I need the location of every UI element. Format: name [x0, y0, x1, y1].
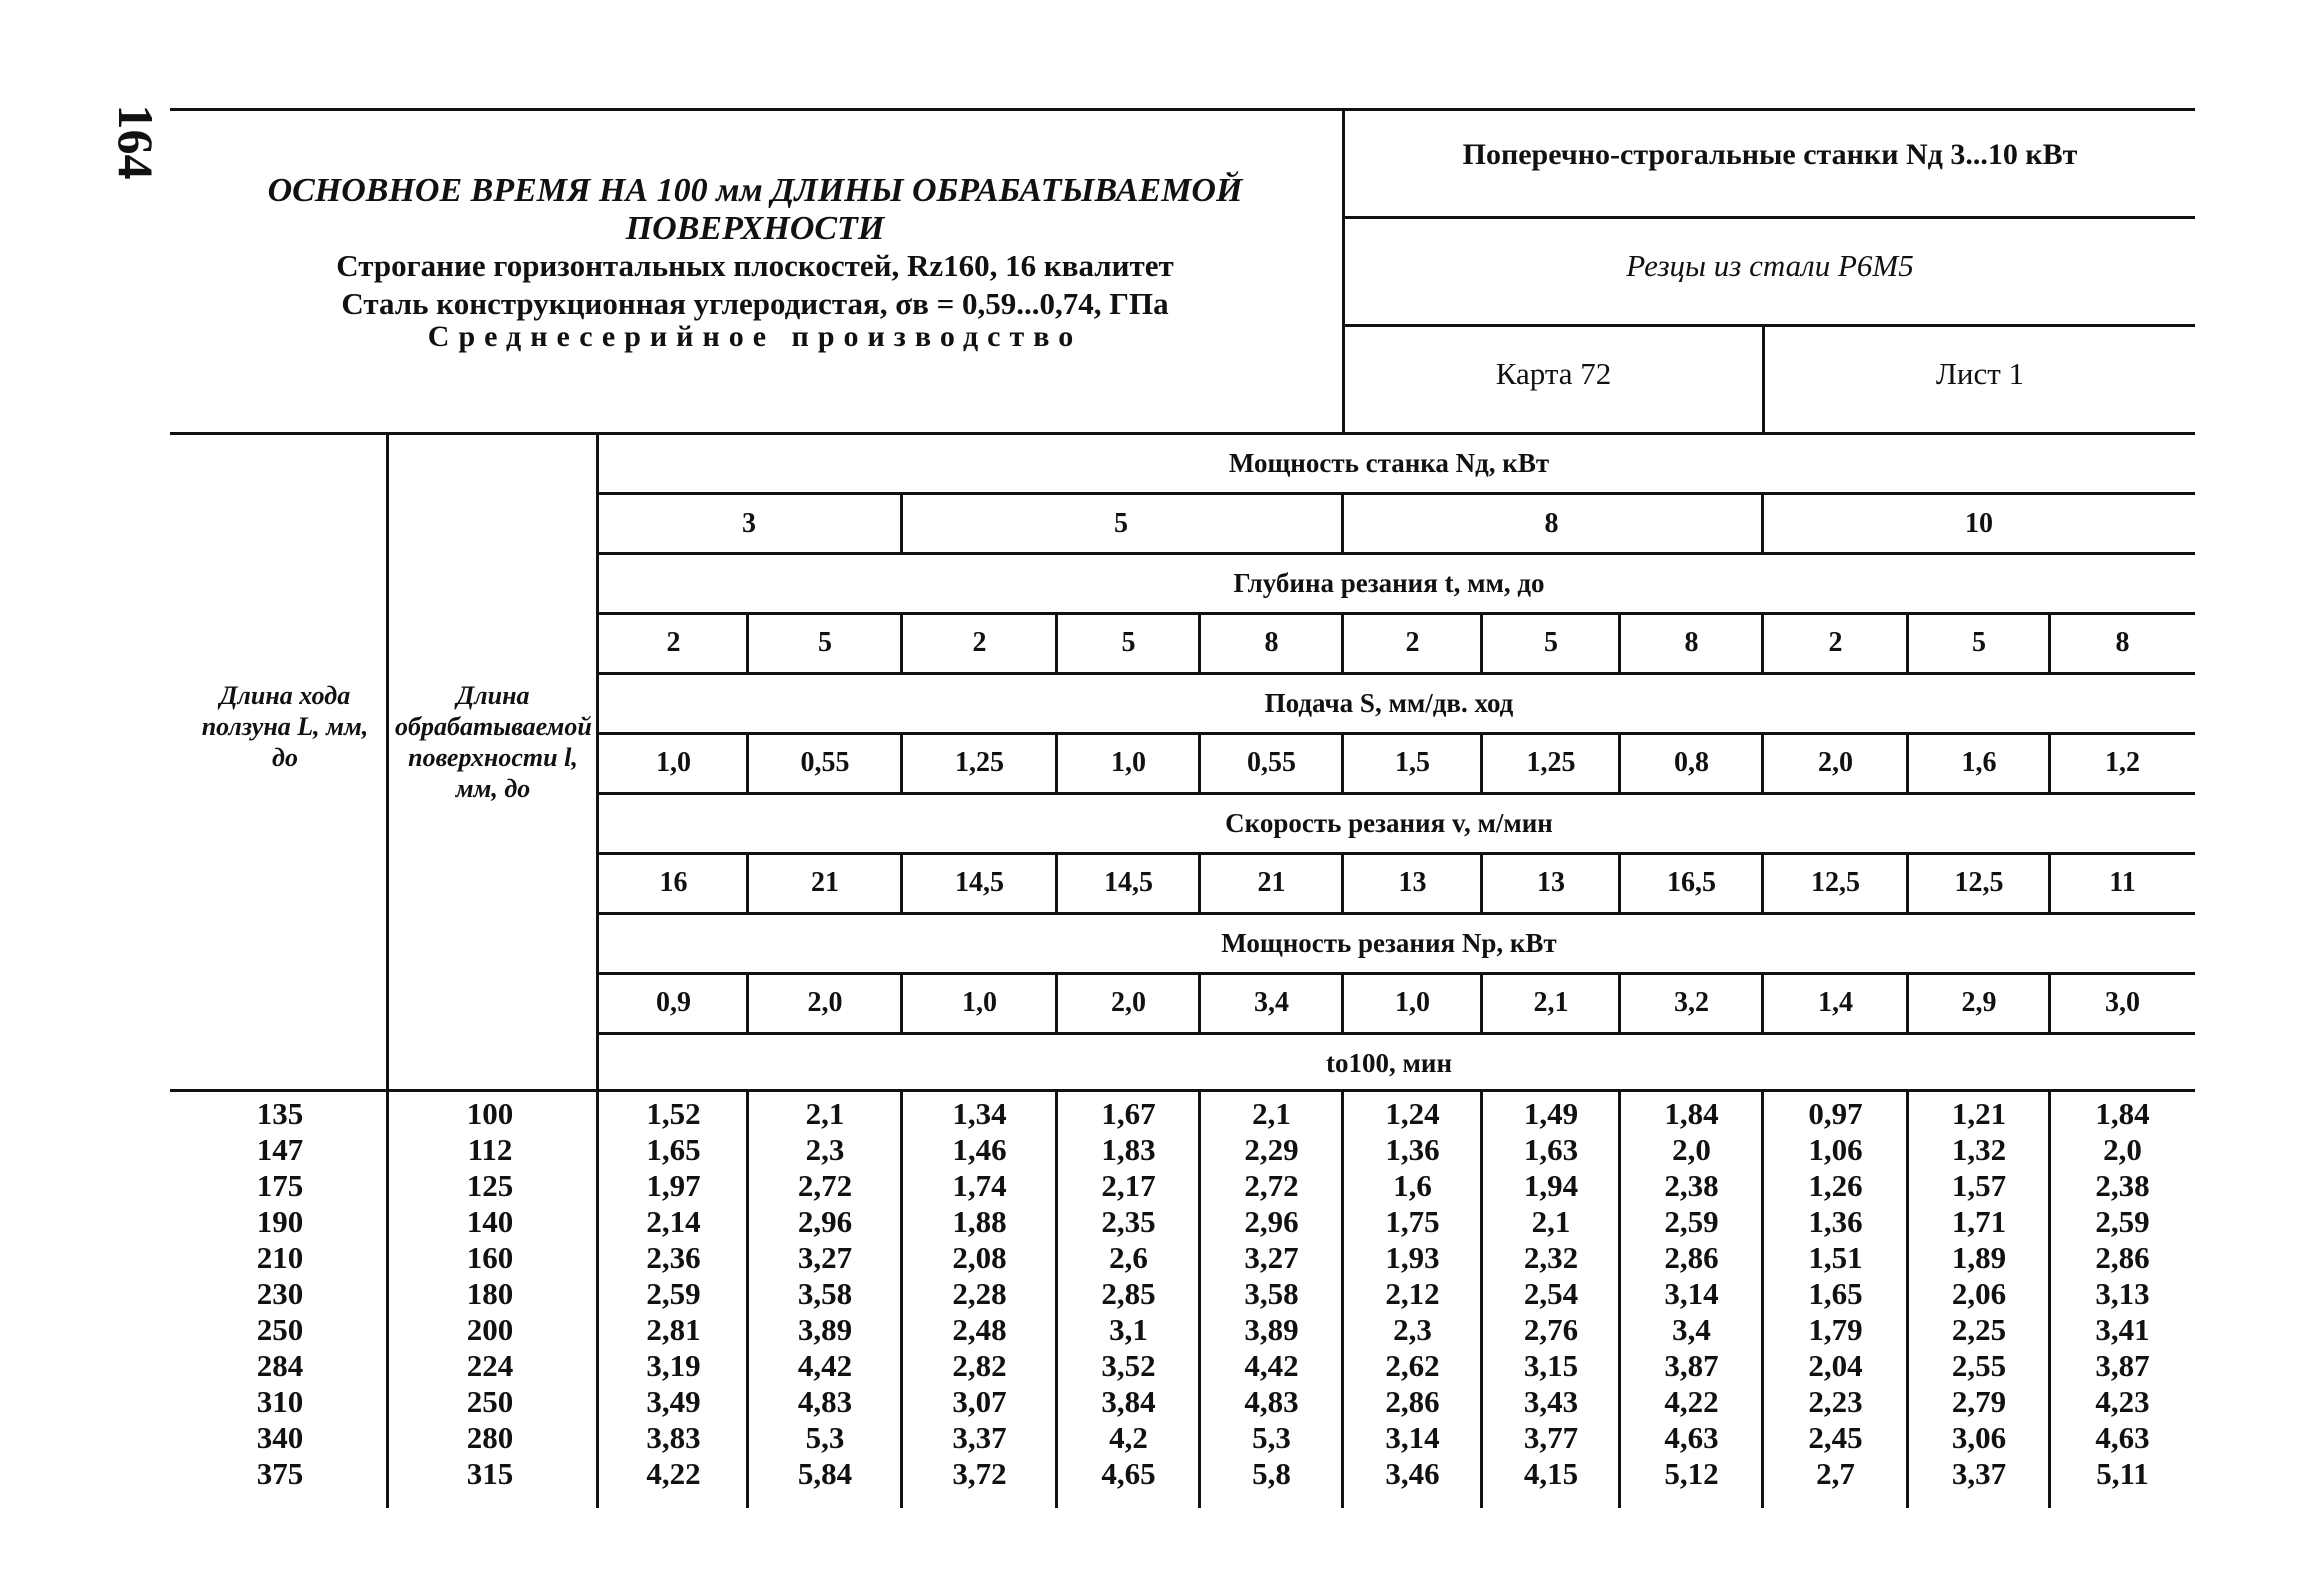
time-value: 3,46 [1385, 1456, 1440, 1491]
time-value: 2,1 [1531, 1204, 1571, 1239]
row-l-value: 160 [466, 1240, 514, 1275]
time-value: 2,59 [646, 1276, 701, 1311]
power-value: 5 [1114, 508, 1128, 539]
time-value: 2,96 [797, 1204, 853, 1239]
time-value: 1,74 [952, 1168, 1007, 1203]
time-value: 1,97 [646, 1168, 701, 1203]
time-value: 2,59 [1664, 1204, 1719, 1239]
feed-value: 0,55 [1247, 747, 1296, 778]
time-value: 1,49 [1523, 1096, 1579, 1131]
band-rule [598, 672, 2195, 675]
row-l-value: 280 [466, 1420, 514, 1455]
time-value: 3,06 [1951, 1420, 2007, 1455]
depth-value: 5 [1972, 627, 1986, 658]
time-value: 1,75 [1385, 1204, 1440, 1239]
time-value: 2,62 [1385, 1348, 1440, 1383]
band-rule [598, 792, 2195, 795]
time-value: 1,57 [1951, 1168, 2007, 1203]
power-value: 8 [1544, 508, 1559, 539]
time-value: 2,23 [1808, 1384, 1863, 1419]
time-value: 2,76 [1523, 1312, 1579, 1347]
row-l-value: 200 [466, 1312, 514, 1347]
time-value: 4,23 [2095, 1384, 2150, 1419]
row-l-value: 224 [466, 1348, 514, 1383]
time-value: 4,65 [1101, 1456, 1156, 1491]
title-line-2: ПОВЕРХНОСТИ [625, 210, 885, 247]
time-value: 3,87 [1664, 1348, 1719, 1383]
power-value: 10 [1965, 508, 1993, 539]
time-value: 4,22 [1664, 1384, 1719, 1419]
time-value: 1,93 [1385, 1240, 1440, 1275]
feed-label: Подача S, мм/дв. ход [1264, 688, 1514, 718]
time-value: 2,54 [1523, 1276, 1579, 1311]
speed-value: 13 [1537, 867, 1565, 898]
time-value: 5,84 [797, 1456, 853, 1491]
cutpower-value: 0,9 [656, 987, 691, 1018]
time-value: 2,1 [805, 1096, 845, 1131]
cutpower-value: 1,4 [1818, 987, 1853, 1018]
feed-value: 2,0 [1818, 747, 1853, 778]
speed-value: 14,5 [955, 867, 1004, 898]
row-L-value: 375 [256, 1456, 304, 1491]
speed-value: 12,5 [1954, 867, 2004, 898]
time-value: 3,72 [952, 1456, 1007, 1491]
time-value: 1,67 [1101, 1096, 1156, 1131]
time-value: 2,86 [1385, 1384, 1440, 1419]
feed-value: 0,8 [1674, 747, 1709, 778]
speed-value: 13 [1398, 867, 1427, 898]
time-value: 4,63 [1664, 1420, 1719, 1455]
time-value: 2,3 [1393, 1312, 1432, 1347]
time-value: 4,42 [1244, 1348, 1299, 1383]
cutpower-value: 1,0 [1395, 987, 1430, 1018]
title-line-5: Среднесерийное производство [427, 320, 1083, 353]
time-value: 1,34 [952, 1096, 1007, 1131]
time-value: 1,21 [1951, 1096, 2007, 1131]
time-value: 5,3 [805, 1420, 845, 1455]
time-value: 2,86 [1664, 1240, 1719, 1275]
feed-value: 1,6 [1961, 747, 1997, 778]
time-value: 2,35 [1101, 1204, 1156, 1239]
time-value: 1,6 [1393, 1168, 1432, 1203]
col-divider-1 [386, 432, 389, 1508]
time-value: 1,06 [1808, 1132, 1863, 1167]
band-rule [598, 492, 2195, 495]
row-l-value: 250 [466, 1384, 514, 1419]
sheet-number: Лист 1 [1935, 356, 2025, 391]
time-value: 1,83 [1101, 1132, 1156, 1167]
row-L-value: 147 [256, 1132, 304, 1167]
band-rule [598, 972, 2195, 975]
time-value: 1,52 [646, 1096, 701, 1131]
col-L-header: Длина хода ползуна L, мм, до [201, 681, 369, 772]
feed-value: 0,55 [800, 747, 850, 778]
page-number: 164 [108, 104, 164, 180]
time-value: 2,29 [1244, 1132, 1299, 1167]
time-value: 0,97 [1808, 1096, 1863, 1131]
speed-value: 21 [1257, 867, 1286, 898]
depth-value: 8 [1264, 627, 1279, 658]
band-rule [598, 852, 2195, 855]
band-rule [598, 612, 2195, 615]
time-value: 3,89 [797, 1312, 853, 1347]
depth-value: 8 [1684, 627, 1699, 658]
time-value: 2,6 [1109, 1240, 1148, 1275]
time-value: 3,27 [797, 1240, 853, 1275]
row-L-value: 340 [256, 1420, 304, 1455]
time-value: 3,58 [797, 1276, 853, 1311]
time-value: 1,46 [952, 1132, 1007, 1167]
time-value: 2,72 [797, 1168, 853, 1203]
row-L-value: 175 [256, 1168, 304, 1203]
time-value: 2,96 [1244, 1204, 1299, 1239]
cutpower-value: 2,0 [807, 987, 843, 1018]
time-value: 1,65 [1808, 1276, 1863, 1311]
time-value: 2,14 [646, 1204, 701, 1239]
row-L-value: 284 [256, 1348, 304, 1383]
time-value: 1,26 [1808, 1168, 1863, 1203]
time-value: 4,15 [1523, 1456, 1579, 1491]
time-value: 1,79 [1808, 1312, 1863, 1347]
speed-value: 21 [811, 867, 839, 898]
time-value: 1,84 [2095, 1096, 2150, 1131]
power-label: Мощность станка Nд, кВт [1228, 448, 1550, 478]
time-value: 2,28 [952, 1276, 1007, 1311]
time-value: 3,37 [952, 1420, 1007, 1455]
speed-label: Скорость резания v, м/мин [1225, 808, 1553, 838]
time-value: 4,63 [2095, 1420, 2150, 1455]
time-value: 2,38 [2095, 1168, 2150, 1203]
row-L-value: 210 [256, 1240, 304, 1275]
time-value: 2,85 [1101, 1276, 1156, 1311]
time-label: tо100, мин [1326, 1048, 1452, 1078]
depth-value: 5 [1544, 627, 1558, 658]
time-value: 2,7 [1816, 1456, 1855, 1491]
time-value: 3,58 [1244, 1276, 1299, 1311]
depth-value: 2 [1828, 627, 1843, 658]
time-value: 4,2 [1109, 1420, 1148, 1455]
time-value: 4,42 [797, 1348, 853, 1383]
time-value: 1,88 [952, 1204, 1007, 1239]
band-rule [598, 912, 2195, 915]
depth-label: Глубина резания t, мм, до [1233, 568, 1545, 598]
time-value: 2,38 [1664, 1168, 1719, 1203]
feed-value: 1,25 [955, 747, 1004, 778]
time-value: 3,14 [1385, 1420, 1440, 1455]
time-value: 2,79 [1951, 1384, 2007, 1419]
time-value: 1,89 [1951, 1240, 2007, 1275]
time-value: 3,07 [952, 1384, 1007, 1419]
cutpower-value: 3,4 [1254, 987, 1289, 1018]
time-value: 2,55 [1951, 1348, 2007, 1383]
cutpower-value: 2,9 [1961, 987, 1997, 1018]
depth-value: 2 [1405, 627, 1420, 658]
time-value: 3,52 [1101, 1348, 1156, 1383]
cutpower-value: 2,1 [1533, 987, 1569, 1018]
time-value: 2,08 [952, 1240, 1007, 1275]
feed-value: 1,0 [656, 747, 691, 778]
header-top-rule [170, 108, 2195, 111]
time-value: 3,83 [646, 1420, 701, 1455]
time-value: 3,1 [1109, 1312, 1148, 1347]
band-rule [598, 1032, 2195, 1035]
depth-value: 5 [1121, 627, 1136, 658]
band-rule [598, 732, 2195, 735]
row-l-value: 125 [466, 1168, 514, 1203]
time-value: 2,36 [646, 1240, 701, 1275]
time-value: 3,19 [646, 1348, 701, 1383]
time-value: 2,32 [1523, 1240, 1579, 1275]
time-value: 1,71 [1951, 1204, 2007, 1239]
row-L-value: 190 [256, 1204, 304, 1239]
time-value: 3,27 [1244, 1240, 1299, 1275]
row-l-value: 180 [466, 1276, 514, 1311]
cutpower-label: Мощность резания Nр, кВт [1221, 928, 1557, 958]
speed-value: 11 [2109, 867, 2136, 898]
time-value: 1,65 [646, 1132, 701, 1167]
time-value: 1,24 [1385, 1096, 1440, 1131]
time-value: 2,72 [1244, 1168, 1299, 1203]
time-value: 1,36 [1385, 1132, 1440, 1167]
row-l-value: 112 [467, 1132, 513, 1167]
machine-type: Поперечно-строгальные станки Nд 3...10 кВт [1462, 138, 2078, 171]
row-L-value: 230 [256, 1276, 304, 1311]
time-value: 3,14 [1664, 1276, 1719, 1311]
time-value: 1,51 [1808, 1240, 1863, 1275]
row-l-value: 315 [466, 1456, 514, 1491]
card-number: Карта 72 [1495, 356, 1612, 391]
row-l-value: 100 [466, 1096, 514, 1131]
time-value: 3,13 [2095, 1276, 2150, 1311]
power-value: 3 [742, 508, 756, 539]
title-line-1: ОСНОВНОЕ ВРЕМЯ НА 100 мм ДЛИНЫ ОБРАБАТЫВАЕМОЙ [267, 172, 1243, 209]
time-value: 2,0 [1672, 1132, 1711, 1167]
band-rule [598, 552, 2195, 555]
time-value: 3,84 [1101, 1384, 1156, 1419]
speed-value: 14,5 [1104, 867, 1153, 898]
cutpower-value: 3,2 [1674, 987, 1709, 1018]
time-value: 4,22 [646, 1456, 701, 1491]
time-value: 1,84 [1664, 1096, 1719, 1131]
time-value: 2,25 [1951, 1312, 2007, 1347]
time-value: 2,0 [2103, 1132, 2142, 1167]
table-top-rule [170, 432, 2195, 435]
time-value: 3,37 [1951, 1456, 2007, 1491]
row-L-value: 135 [256, 1096, 304, 1131]
time-value: 5,3 [1252, 1420, 1291, 1455]
row-l-value: 140 [466, 1204, 514, 1239]
time-value: 2,59 [2095, 1204, 2150, 1239]
speed-value: 16 [659, 867, 688, 898]
depth-value: 2 [972, 627, 987, 658]
depth-value: 8 [2115, 627, 2130, 658]
time-value: 5,8 [1252, 1456, 1291, 1491]
time-value: 3,87 [2095, 1348, 2150, 1383]
cutter-material: Резцы из стали Р6М5 [1626, 248, 1914, 283]
time-value: 5,11 [2096, 1456, 2149, 1491]
time-value: 2,12 [1385, 1276, 1440, 1311]
time-value: 3,15 [1523, 1348, 1579, 1383]
row-L-value: 310 [256, 1384, 304, 1419]
time-value: 3,49 [646, 1384, 701, 1419]
row-L-value: 250 [256, 1312, 304, 1347]
time-value: 2,17 [1101, 1168, 1156, 1203]
info-rule-1 [1342, 216, 2195, 219]
feed-value: 1,25 [1526, 747, 1576, 778]
speed-value: 12,5 [1811, 867, 1860, 898]
time-value: 1,94 [1523, 1168, 1579, 1203]
time-value: 3,89 [1244, 1312, 1299, 1347]
info-rule-2 [1342, 324, 2195, 327]
title-line-3: Строгание горизонтальных плоскостей, Rz160, 16 квалитет [336, 248, 1174, 283]
time-value: 2,3 [805, 1132, 845, 1167]
feed-value: 1,0 [1111, 747, 1146, 778]
time-value: 2,86 [2095, 1240, 2150, 1275]
col-l-header: Длина обрабатываемой поверхности l, мм, до [395, 681, 592, 803]
speed-value: 16,5 [1667, 867, 1716, 898]
time-value: 4,83 [1244, 1384, 1299, 1419]
time-value: 2,06 [1951, 1276, 2007, 1311]
table-header-bottom-rule [170, 1089, 2195, 1092]
feed-value: 1,2 [2105, 747, 2140, 778]
cutpower-value: 2,0 [1111, 987, 1146, 1018]
time-value: 1,32 [1951, 1132, 2007, 1167]
time-value: 1,36 [1808, 1204, 1863, 1239]
time-value: 2,81 [646, 1312, 701, 1347]
time-value: 3,4 [1672, 1312, 1711, 1347]
time-value: 3,77 [1523, 1420, 1579, 1455]
time-value: 5,12 [1664, 1456, 1719, 1491]
cutpower-value: 3,0 [2105, 987, 2140, 1018]
time-value: 3,43 [1523, 1384, 1579, 1419]
time-value: 2,48 [952, 1312, 1007, 1347]
time-value: 4,83 [797, 1384, 853, 1419]
time-value: 3,41 [2095, 1312, 2150, 1347]
time-value: 2,45 [1808, 1420, 1863, 1455]
time-value: 1,63 [1523, 1132, 1579, 1167]
time-value: 2,1 [1252, 1096, 1291, 1131]
time-value: 2,04 [1808, 1348, 1863, 1383]
time-value: 2,82 [952, 1348, 1007, 1383]
depth-value: 2 [666, 627, 681, 658]
cutpower-value: 1,0 [962, 987, 997, 1018]
title-line-4: Сталь конструкционная углеродистая, σв = 0,59...0,74, ГПа [341, 286, 1169, 321]
depth-value: 5 [818, 627, 832, 658]
feed-value: 1,5 [1395, 747, 1430, 778]
